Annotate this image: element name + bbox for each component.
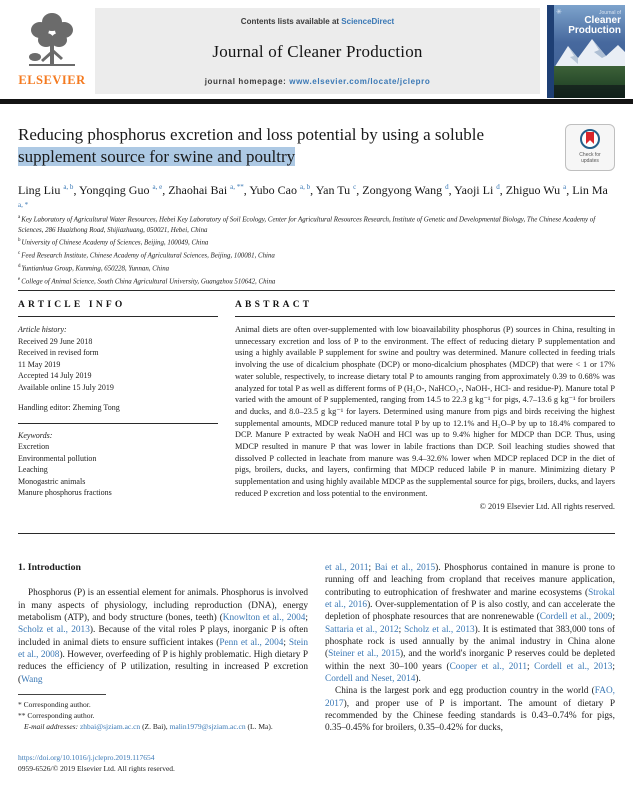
affiliation-text: University of Chinese Academy of Sciences, Beijing, 100049, China bbox=[21, 239, 209, 247]
page-header bbox=[0, 0, 633, 104]
affiliation-marker: b bbox=[18, 238, 21, 244]
keyword-item: Environmental pollution bbox=[18, 453, 97, 463]
author: Zhiguo Wu $^a$, bbox=[505, 183, 573, 197]
affiliation-item bbox=[18, 236, 615, 249]
intro-paragraph: et al., 2011; Bai et al., 2015). Phosphorus contained in manure is prone to running off and leaching from cropland that receives manure application, contributing to eutrophication of freshwater and marine ecosystems (Strokal et al., 2016). Over-supplementation of P is also costly, and can accelerate the depletion of phosphate resources that are nonrenewable (Cordell et al., 2009; Sattaria et al., 2012; Scholz et al., 2013). It is estimated that 383,000 tons of phosphate rock is used annually by the animal industry in China alone (Steiner et al., 2015), and the world's inorganic P reserves could be depleted within the next 30–100 years (Cooper et al., 2011; Cordell et al., 2013; Cordell and Neset, 2014). bbox=[325, 563, 616, 685]
keywords-label: Keywords: bbox=[18, 430, 53, 440]
author: Zongyong Wang $^d$, bbox=[362, 183, 455, 197]
elsevier-logo[interactable] bbox=[16, 10, 88, 88]
affiliation-marker: d bbox=[18, 264, 21, 270]
affiliation-text: College of Animal Science, South China Agricultural University, Guangzhou 510642, China bbox=[21, 278, 276, 286]
footnotes bbox=[18, 694, 318, 732]
author: Yaoji Li $^d$, bbox=[454, 183, 506, 197]
citation-link[interactable]: Scholz et al., 2013 bbox=[18, 625, 90, 636]
cover-journal-of: Journal of bbox=[599, 10, 621, 16]
affiliation-item bbox=[18, 262, 615, 275]
author-affiliation-sup[interactable]: c bbox=[353, 183, 357, 191]
article-history-list bbox=[18, 336, 218, 394]
check-for-updates-badge[interactable] bbox=[565, 124, 615, 171]
citation-link[interactable]: FAO, 2017 bbox=[325, 686, 615, 709]
author: Zhaohai Bai $^{a, **}$, bbox=[168, 183, 250, 197]
affiliation-text: Feed Research Institute, Chinese Academy of Agricultural Sciences, Beijing, 100081, China bbox=[21, 252, 275, 260]
author-name: Yubo Cao bbox=[249, 183, 298, 197]
intro-paragraph: Phosphorus (P) is an essential element for animals. Phosphorus is involved in many aspects of physiology, including reproduction (DNA), energy metabolism (ATP), and body structure (bones, teeth) (Knowlton et al., 2004; Scholz et al., 2013). Because of the vital roles P plays, inorganic P is often included in animal diets to ensure sufficient intakes (Penn et al., 2004; Stein et al., 2008). However, overfeeding of P is highly problematic. High dietary P reduces the efficiency of P utilization, resulting in increased P excretion (Wang bbox=[18, 588, 309, 685]
abstract-copyright: © 2019 Elsevier Ltd. All rights reserved. bbox=[479, 501, 615, 511]
info-abstract-box bbox=[18, 290, 615, 534]
cover-title-line1: Cleaner bbox=[584, 15, 621, 26]
homepage-line bbox=[205, 77, 431, 86]
author-name: Zhaohai Bai bbox=[168, 183, 228, 197]
citation-link[interactable]: Penn et al., 2004 bbox=[219, 637, 284, 648]
author-name: Yaoji Li bbox=[454, 183, 494, 197]
cover-spine bbox=[547, 5, 554, 98]
history-item: Received in revised form bbox=[18, 348, 99, 357]
check-badge-label: Check for updates bbox=[579, 152, 601, 164]
citation-link[interactable]: Stein et al., 2008 bbox=[18, 637, 309, 661]
affiliation-marker: e bbox=[18, 277, 21, 283]
citation-link[interactable]: Knowlton et al., 2004 bbox=[222, 613, 306, 624]
author-affiliation-sup[interactable]: a, b bbox=[63, 183, 74, 191]
article-title bbox=[18, 124, 558, 168]
citation-link[interactable]: Steiner et al., 2015 bbox=[328, 649, 400, 660]
author-affiliation-sup[interactable]: d bbox=[496, 183, 500, 191]
header-divider-bar bbox=[0, 99, 633, 104]
page-footer bbox=[18, 753, 378, 774]
cover-title-line2: Production bbox=[568, 25, 621, 36]
journal-title: Journal of Cleaner Production bbox=[212, 41, 423, 61]
abstract-heading: ABSTRACT bbox=[235, 291, 615, 317]
cover-water-art bbox=[554, 85, 625, 98]
author: Yan Tu $^c$, bbox=[315, 183, 363, 197]
affiliations-list bbox=[18, 213, 615, 288]
cover-mountain-art bbox=[554, 38, 625, 68]
author-affiliation-sup[interactable]: a bbox=[563, 183, 567, 191]
title-highlighted-text: supplement source for swine and poultry bbox=[18, 147, 296, 166]
history-item: 11 May 2019 bbox=[18, 359, 61, 369]
citation-link[interactable]: Scholz et al., 2013 bbox=[404, 624, 475, 635]
citation-link[interactable]: Strokal et al., 2016 bbox=[325, 587, 615, 611]
citation-link[interactable]: Sattaria et al., 2012 bbox=[325, 624, 399, 635]
keywords-divider bbox=[18, 423, 218, 424]
affiliation-item bbox=[18, 249, 615, 262]
keyword-item: Manure phosphorus fractions bbox=[18, 488, 112, 497]
abstract-column bbox=[235, 291, 615, 533]
elsevier-tree-icon bbox=[25, 10, 79, 72]
author: Yongqing Guo $^{a, e}$, bbox=[79, 183, 169, 197]
elsevier-wordmark: ELSEVIER bbox=[18, 73, 86, 87]
citation-link[interactable]: et al., 2011 bbox=[325, 563, 369, 573]
footnote-divider bbox=[18, 694, 106, 695]
history-item: Available online 15 July 2019 bbox=[18, 382, 114, 392]
affiliation-item bbox=[18, 275, 615, 288]
homepage-link[interactable]: www.elsevier.com/locate/jclepro bbox=[289, 77, 431, 86]
sciencedirect-link[interactable]: ScienceDirect bbox=[341, 17, 395, 26]
author-name: Zongyong Wang bbox=[362, 183, 443, 197]
history-item: Accepted 14 July 2019 bbox=[18, 371, 92, 380]
abstract-text: Animal diets are often over-supplemented with low bioavailability phosphorus (P) sources in China, resulting in unnecessary excretion and loss of P to the environment. The effect of reducing dietary P supplementation and using a highly available P supplement for swine and poultry was determined. Manure collected in feeding trials involving the use of dicalcium phosphate (DCP) or mono-dicalcium phosphates (MDCP) that were < 1 or 17% water soluble, respectively, to increase dietary total P to amounts ranging from approximately 0.39 to 0.68% was analyzed for total P as well as different forms of P (H₂O-, NaHCO₃-, NaOH-, HCl- and residue-P). Manure total P varied with the amount of P supplemented, ranging from 14.5 to 22.3 g kg⁻¹ for pigs, 4.7–13.6 g kg⁻¹ for broilers and ducks, and 8.0–23.5 g kg⁻¹ for layers. Determined using manure from pigs and birds receiving the highest supplemental amounts, MDCP reduced manure total P by up to 12.1% and H₂O–P by up to 18.4% compared to DCP. Manure P extracted by weak NaOH and HCl was up to 9.4% higher for MDCP than DCP. Thus, using MDCP resulted in manure P that was lower in labile fractions than DCP. Soil leaching studies showed that dissolved P collected in leachate from manure was 9.4–32.6% lower when MDCP replaced DCP in the diet of pigs, broilers, ducks, and layers, confirming that MDCP reduced labile P in manure. Minimizing dietary P supplementation and using highly available MDCP as the supplemental source for pigs, broilers, ducks, and layers reduced P excretion and loss potential to the environment. bbox=[235, 325, 615, 498]
email-link[interactable]: malin1979@sjziam.ac.cn bbox=[169, 722, 246, 731]
corresponding-author-note-2: ** Corresponding author. bbox=[18, 711, 95, 720]
affiliation-text: Key Laboratory of Agricultural Water Resources, Hebei Key Laboratory of Soil Ecology, Center for Agricultural Resources Research, Institute of Genetic and Developmental Biology, The Chinese Academy of Sciences, 286 Huaizhong Road, Shijiazhuang, 050021, Hebei, China bbox=[18, 216, 596, 234]
keyword-item: Monogastric animals bbox=[18, 476, 86, 486]
author-affiliation-sup[interactable]: a, b bbox=[300, 183, 311, 191]
handling-editor: Handling editor: Zheming Tong bbox=[18, 403, 120, 412]
citation-link[interactable]: Cooper et al., 2011 bbox=[449, 661, 527, 672]
author-name: Zhiguo Wu bbox=[505, 183, 561, 197]
article-info-column bbox=[18, 291, 218, 533]
doi-link[interactable]: https://doi.org/10.1016/j.jclepro.2019.117654 bbox=[18, 753, 155, 762]
title-line-2 bbox=[18, 146, 558, 168]
email-link[interactable]: zhbai@sjziam.ac.cn bbox=[79, 722, 141, 731]
journal-cover-thumbnail[interactable] bbox=[547, 5, 625, 98]
corresponding-author-note-1: * Corresponding author. bbox=[18, 700, 91, 709]
affiliation-item bbox=[18, 213, 615, 236]
author-affiliation-sup[interactable]: a, * bbox=[18, 201, 29, 209]
email-line: E-mail addresses: zhbai@sjziam.ac.cn (Z. Bai), malin1979@sjziam.ac.cn (L. Ma). bbox=[24, 722, 273, 731]
cover-publisher-icon: ✳ bbox=[556, 8, 562, 16]
title-line-1: Reducing phosphorus excretion and loss potential by using a soluble bbox=[18, 125, 485, 144]
keywords-list bbox=[18, 441, 218, 499]
keyword-item: Leaching bbox=[18, 465, 48, 474]
citation-link[interactable]: Bai et al., 2015 bbox=[374, 563, 436, 573]
author-name: Yongqing Guo bbox=[79, 183, 150, 197]
intro-paragraph: China is the largest pork and egg production country in the world (FAO, 2017), and proper use of P is important. The amount of dietary P recommended by the Chinese feeding standards is 0.43–0.74% for pigs, 0.35–0.45% for broilers, 0.35–0.42% for ducks, bbox=[325, 686, 615, 734]
article-info-heading: ARTICLE INFO bbox=[18, 291, 218, 317]
author: Ling Liu $^{a, b}$, bbox=[18, 183, 79, 197]
history-item: Received 29 June 2018 bbox=[18, 336, 93, 346]
homepage-label: journal homepage: bbox=[204, 77, 290, 86]
contents-prefix: Contents lists available at bbox=[240, 17, 342, 26]
citation-link[interactable]: Wang bbox=[21, 674, 43, 685]
citation-link[interactable]: Cordell and Neset, 2014 bbox=[325, 674, 416, 685]
author-name: Lin Ma bbox=[572, 183, 608, 197]
issn-copyright-line: 0959-6526/© 2019 Elsevier Ltd. All rights reserved. bbox=[18, 763, 175, 773]
article-history-label: Article history: bbox=[18, 325, 67, 334]
cover-title bbox=[568, 10, 621, 36]
keyword-item: Excretion bbox=[18, 442, 50, 451]
author-affiliation-sup[interactable]: a, ** bbox=[230, 183, 244, 191]
contents-line bbox=[241, 17, 394, 26]
introduction-heading: 1. Introduction bbox=[18, 562, 81, 573]
author-name: Ling Liu bbox=[18, 183, 61, 197]
journal-banner bbox=[95, 8, 540, 94]
citation-link[interactable]: Cordell et al., 2013 bbox=[534, 661, 613, 672]
authors-line bbox=[18, 180, 608, 216]
citation-link[interactable]: Cordell et al., 2009 bbox=[539, 612, 613, 623]
author: Yubo Cao $^{a, b}$, bbox=[249, 183, 316, 197]
author-affiliation-sup[interactable]: d bbox=[445, 183, 449, 191]
check-for-updates-icon bbox=[580, 129, 600, 149]
cover-forest-art bbox=[554, 66, 625, 85]
affiliation-marker: c bbox=[18, 251, 21, 257]
affiliation-text: Yuntianhua Group, Kunming, 650228, Yunnan, China bbox=[21, 265, 170, 273]
author-name: Yan Tu bbox=[315, 183, 351, 197]
intro-right-column bbox=[325, 562, 615, 735]
affiliation-marker: a bbox=[18, 215, 21, 220]
author-affiliation-sup[interactable]: a, e bbox=[152, 183, 163, 191]
